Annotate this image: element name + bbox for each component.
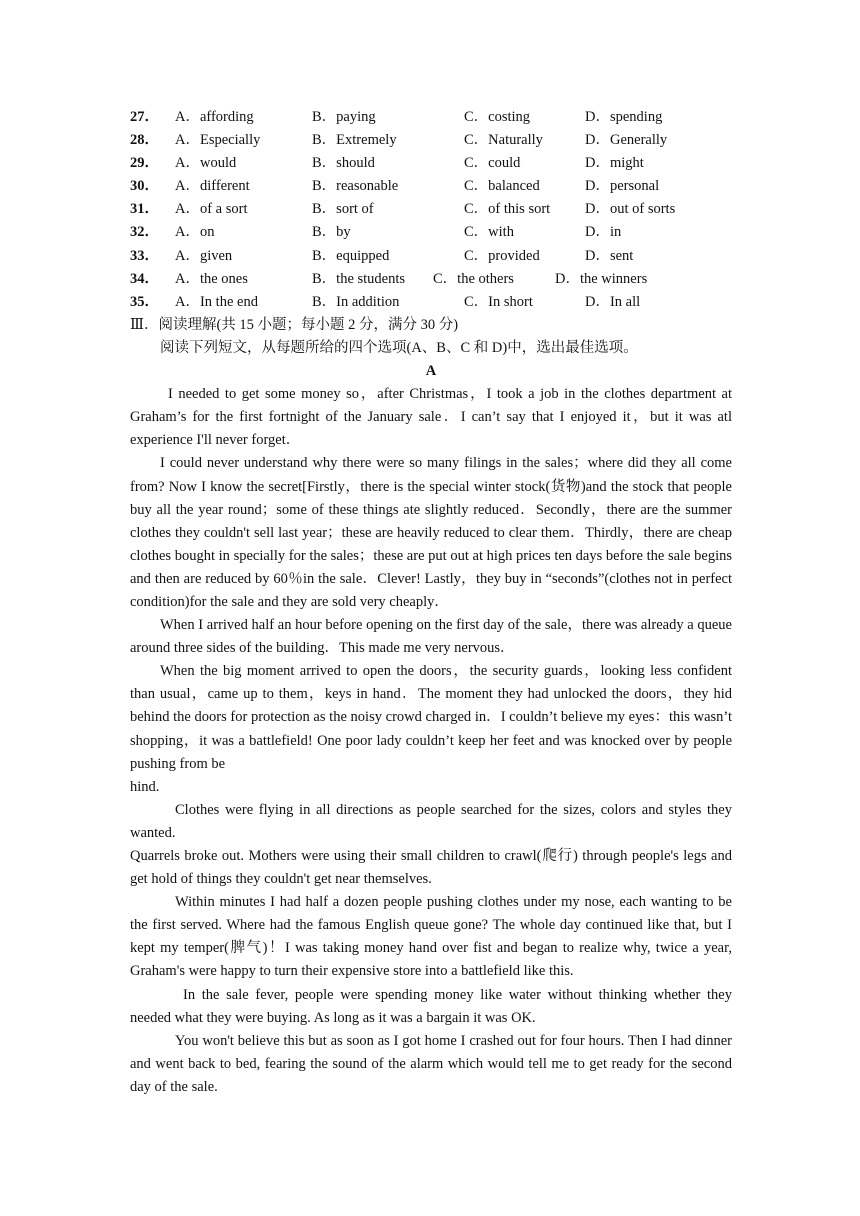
question-number: 30． — [130, 178, 159, 195]
passage-paragraph: You won't believe this but as soon as I got home I crashed out for four hours. Then I had dinner and went back to bed, fearing the sound of the alarm which would tell me to get ready for the second day of the sale. — [130, 1032, 732, 1095]
question-number: 31． — [130, 201, 159, 218]
option-b: B．the students — [312, 270, 406, 287]
section-instruction: 阅读下列短文，从每题所给的四个选项(A、B、C 和 D)中，选出最佳选项。 — [160, 339, 638, 356]
option-b: B．In addition — [312, 293, 400, 310]
passage-paragraph: Quarrels broke out. Mothers were using their small children to crawl(爬行) through people's legs and get hold of things they couldn't get near themselves. — [130, 848, 732, 888]
question-row — [130, 291, 732, 314]
question-number: 28． — [130, 132, 159, 149]
option-d: D．personal — [585, 178, 660, 195]
option-a: A．would — [175, 155, 237, 172]
option-d: D．sent — [585, 247, 634, 264]
question-number: 33． — [130, 247, 159, 264]
option-d: D．might — [585, 155, 644, 172]
option-a: A．the ones — [175, 270, 248, 287]
option-b: B．equipped — [312, 247, 390, 264]
passage-paragraph: I could never understand why there were so many filings in the sales；where did they all come from? Now I know the secret[Firstly，there is the special winter stock(货物)and the stock that people buy all the year round；some of these things ate slightly reduced．Secondly，there are the summer clothes they couldn't sell last year；these are heavily reduced to clear them．Thirdly，there are cheap clothes bought in specially for the sales；these are put out at high prices ten days before the sale begins and then are reduced by 60％in the sale．Clever! Lastly，they buy in “seconds”(clothes not in perfect condition)for the sale and they are sold very cheaply． — [130, 455, 732, 610]
question-list — [130, 106, 732, 314]
option-c: C．balanced — [464, 178, 540, 195]
option-a: A．affording — [175, 109, 254, 125]
passage-paragraph: In the sale fever, people were spending money like water without thinking whether they needed what they were buying. As long as it was a bargain it was OK. — [130, 986, 732, 1026]
section-title: Ⅲ．阅读理解(共 15 小题；每小题 2 分，满分 30 分) — [130, 316, 459, 333]
passage-paragraph: When I arrived half an hour before opening on the first day of the sale，there was already a queue around three sides of the building．This made me very nervous． — [130, 617, 732, 657]
passage-paragraph: hind. — [130, 778, 160, 795]
option-c: C．provided — [464, 247, 540, 264]
option-b: B．reasonable — [312, 178, 399, 195]
option-b: B．by — [312, 224, 351, 241]
document-page — [130, 106, 732, 1099]
passage-paragraph: Clothes were flying in all directions as people searched for the sizes, colors and styles they wanted. — [130, 801, 732, 841]
passage-paragraph: I needed to get some money so，after Christmas，I took a job in the clothes department at Graham’s for the first fortnight of the January sale．I can’t say that I enjoyed it，but it was atl experience I'll never forget． — [130, 386, 732, 449]
passage-paragraph: When the big moment arrived to open the doors，the security guards，looking less confident than usual，came up to them，keys in hand．The moment they had unlocked the doors，they hid behind the doors for protection as the noisy crowd charged in．I couldn’t believe my eyes：this wasn’t shopping，it was a battlefield! One poor lady couldn’t keep her feet and was knocked over by people pushing from be — [130, 663, 732, 772]
question-row — [130, 152, 732, 175]
option-c: C．In short — [464, 293, 533, 310]
option-a: A．given — [175, 247, 233, 264]
option-d: D．spending — [585, 109, 663, 125]
option-c: C．of this sort — [464, 201, 551, 218]
option-b: B．paying — [312, 109, 376, 125]
option-c: C．the others — [433, 270, 514, 287]
question-number: 29． — [130, 155, 159, 172]
option-b: B．sort of — [312, 201, 374, 218]
question-row — [130, 106, 732, 129]
question-number: 34． — [130, 270, 159, 287]
option-c: C．costing — [464, 109, 531, 125]
question-number: 27． — [130, 109, 159, 125]
option-a: A．Especially — [175, 132, 261, 149]
passage-label: A — [425, 363, 437, 380]
option-a: A．different — [175, 178, 250, 195]
option-d: D．the winners — [555, 270, 648, 287]
option-c: C．Naturally — [464, 132, 543, 149]
question-row — [130, 175, 732, 198]
question-row — [130, 221, 732, 244]
option-a: A．In the end — [175, 293, 258, 310]
question-row — [130, 268, 732, 291]
question-row — [130, 129, 732, 152]
question-row — [130, 198, 732, 221]
passage-body — [130, 383, 732, 1099]
option-b: B．Extremely — [312, 132, 397, 149]
option-b: B．should — [312, 155, 375, 172]
passage-paragraph: Within minutes I had half a dozen people pushing clothes under my nose, each wanting to be the first served. Where had the famous English queue gone? The whole day continued like that, but I kept my temper(脾气)！I was taking money hand over fist and began to realize why, twice a year, Graham's were happy to turn their expensive store into a battlefield like this. — [130, 894, 732, 980]
option-d: D．in — [585, 224, 622, 241]
option-d: D．out of sorts — [585, 201, 676, 218]
option-a: A．on — [175, 224, 215, 241]
option-c: C．with — [464, 224, 514, 241]
question-row — [130, 245, 732, 268]
option-d: D．Generally — [585, 132, 668, 149]
question-number: 35． — [130, 293, 159, 310]
option-a: A．of a sort — [175, 201, 248, 218]
option-c: C．could — [464, 155, 521, 172]
option-d: D．In all — [585, 293, 641, 310]
question-number: 32． — [130, 224, 159, 241]
